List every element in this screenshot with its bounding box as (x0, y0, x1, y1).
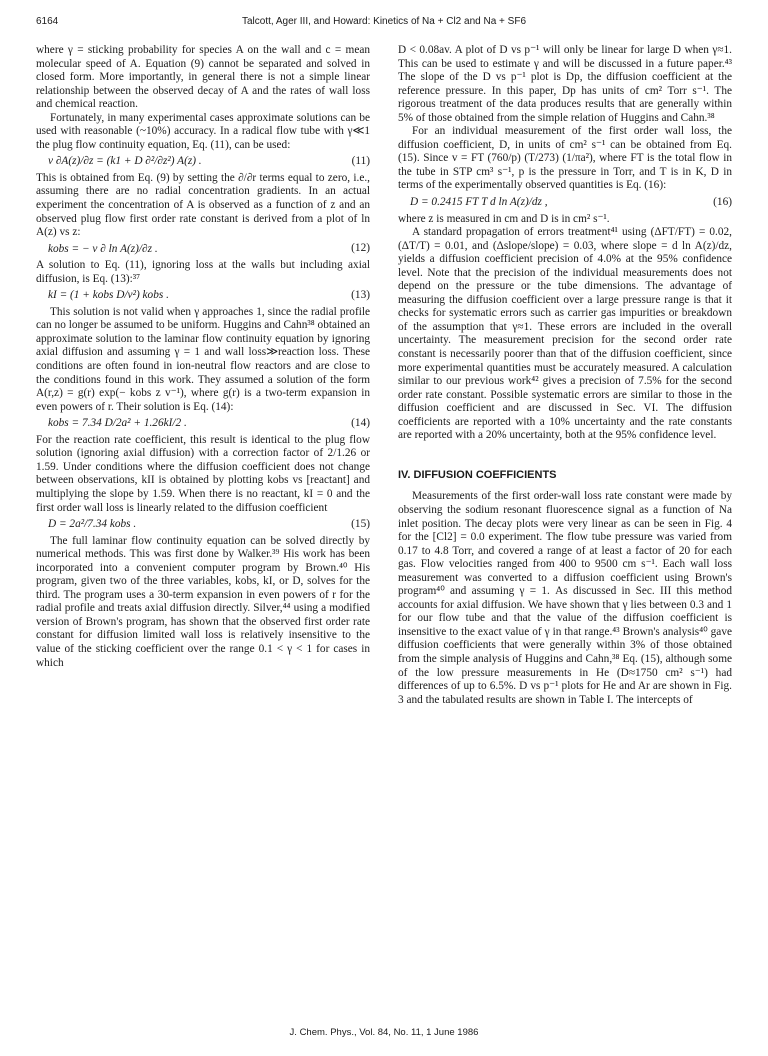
right-column (398, 44, 732, 707)
running-header (36, 16, 732, 30)
equation-number: (12) (351, 242, 370, 255)
paragraph: Fortunately, in many experimental cases approximate solutions can be used with reasonable (~10%) accuracy. In a radical flow tube with γ≪1 the plug flow continuity equation, Eq. (11), can be used: (36, 111, 370, 151)
equation-13 (36, 289, 370, 303)
paragraph: Measurements of the first order-wall loss rate constant were made by observing the sodium resonant fluorescence signal as a function of Na inlet position. The decay plots were very linear as can be seen in Fig. 4 for the [Cl2] = 0.0 experiment. The flow tube pressure was varied from 0.17 to 4.8 Torr, and covered a range of at least a factor of 20 for each gas. Flow velocities ranged from 400 to 9500 cm s⁻¹. Each wall loss measurement was converted to a diffusion coefficient using Brown's program⁴⁰ and assuming γ = 1. As discussed in Sec. III this method accounts for axial diffusion. We have shown that γ lies between 0.3 and 1 for our flow tube and that the value of the diffusion coefficient is insensitive to the exact value of γ in that range.⁴³ Brown's analysis⁴⁰ gave diffusion coefficients that were generally within 3% of those obtained from the simple analysis of Huggins and Cahn,³⁸ Eq. (15), although some of the low pressure measurements in He (D≈1750 cm² s⁻¹) had differences of up to 6.5%. D vs p⁻¹ plots for He and Ar are shown in Fig. 3 and the tabulated results are shown in Table I. The intercepts of (398, 490, 732, 706)
equation-number: (11) (351, 155, 370, 168)
left-column (36, 44, 370, 670)
paragraph: D < 0.08av. A plot of D vs p⁻¹ will only be linear for large D when γ≈1. This can be used to estimate γ and will be discussed in a future paper.⁴³ The slope of the D vs p⁻¹ plot is Dp, the diffusion coefficient at the reference pressure. In this paper, Dp has units of cm² Torr s⁻¹. The rigorous treatment of the data produces results that are generally within 5% of those obtained from the simple relation of Huggins and Cahn.³⁸ (398, 44, 732, 124)
equation-body: kobs = − v ∂ ln A(z)/∂z . (48, 242, 158, 255)
equation-number: (14) (351, 417, 370, 430)
equation-15 (36, 518, 370, 532)
equation-body: D = 2a²/7.34 kobs . (48, 518, 137, 531)
section-heading: IV. DIFFUSION COEFFICIENTS (398, 468, 557, 481)
running-title: Talcott, Ager III, and Howard: Kinetics of Na + Cl2 and Na + SF6 (241, 16, 527, 27)
paragraph: where γ = sticking probability for species A on the wall and c = mean molecular speed of A. Equation (9) cannot be separated and solved in closed form. More importantly, in general there is not a simple linear relationship between the observed decay of A and the rates of wall loss and chemical reaction. (36, 44, 370, 111)
equation-body: kobs = 7.34 D/2a² + 1.26kI/2 . (48, 417, 187, 430)
page-number: 6164 (36, 16, 59, 27)
equation-body: v ∂A(z)/∂z = (k1 + D ∂²/∂z²) A(z) . (48, 155, 202, 168)
paragraph: A standard propagation of errors treatment⁴¹ using (ΔFT/FT) = 0.02, (ΔT/T) = 0.01, and (Δslope/slope) = 0.03, where slope = d ln A(z)/dz, yields a diffusion coefficient precision of 4.0% at the 95% confidence level. Note that the precision of the individual measurements does not depend on the pressure or the tube dimensions. The advantage of measuring the diffusion coefficient over a large pressure range is that it checks for systematic errors such as carrier gas impurities or breakdown of the assumption that γ≈1. These errors are included in the overall uncertainty. The measurement precision for the second order rate constant is necessarily poorer than that of the diffusion coefficient, since more experimental quantities must be accurately measured. A calculation similar to our previous work⁴² gives a precision of 7.5% for the second order rate constant. Possible systematic errors are similar to those in the diffusion coefficient and are discussed in Sec. VI. The diffusion coefficients are reported with a 10% uncertainty and the rate constants are reported with a 20% uncertainty, both at the 95% confidence level. (398, 226, 732, 442)
paragraph: This solution is not valid when γ approaches 1, since the radial profile can no longer be assumed to be uniform. Huggins and Cahn³⁸ obtained an approximate solution to the laminar flow continuity equation by ignoring axial diffusion and assuming γ = 1 and wall loss≫reaction loss. These conditions are often found in ion-neutral flow reactors and are close to the conditions found in this work. They assumed a solution of the form A(r,z) = g(r) exp(− kobs z v⁻¹), where g(r) is a two-term expansion in even powers of r. Their solution is Eq. (14): (36, 305, 370, 413)
equation-number: (13) (351, 289, 370, 302)
paragraph: A solution to Eq. (11), ignoring loss at the walls but including axial diffusion, is Eq. (13):³⁷ (36, 259, 370, 285)
equation-16 (398, 196, 732, 210)
paragraph: where z is measured in cm and D is in cm² s⁻¹. (398, 212, 610, 225)
journal-footer: J. Chem. Phys., Vol. 84, No. 11, 1 June 1986 (289, 1027, 479, 1038)
equation-body: kI = (1 + kobs D/v²) kobs . (48, 289, 169, 302)
equation-number: (15) (351, 518, 370, 531)
equation-body: D = 0.2415 FT T d ln A(z)/dz , (410, 196, 548, 209)
equation-12 (36, 243, 370, 257)
paragraph: This is obtained from Eq. (9) by setting the ∂/∂r terms equal to zero, i.e., assuming there are no radial concentration gradients. In an actual experiment the concentration of A is observed as a function of z and an observed plug flow first order rate constant is derived from a plot of ln A(z) vs z: (36, 171, 370, 239)
paragraph: For the reaction rate coefficient, this result is identical to the plug flow solution (ignoring axial diffusion) with a correction factor of 2/1.26 or 1.59. Under conditions where the diffusion coefficient does not change between observations, kII is obtained by plotting kobs vs [reactant] and multiplying the slope by 1.59. When there is no reactant, kI = 0 and the first order wall loss is linearly related to the diffusion coefficient (36, 433, 370, 514)
equation-number: (16) (713, 196, 732, 209)
paragraph: For an individual measurement of the first order wall loss, the diffusion coefficient, D, in units of cm² s⁻¹ can be obtained from Eq. (15). Since v = FT (760/p) (T/273) (1/πa²), where FT is the total flow in the tube in STP cm³ s⁻¹, p is the pressure in Torr, and T is in K, D in terms of the experimentally observed quantities is Eq. (16): (398, 125, 732, 192)
equation-14 (36, 417, 370, 431)
equation-11 (36, 155, 370, 169)
paragraph: The full laminar flow continuity equation can be solved directly by numerical methods. This was first done by Walker.³⁹ His work has been incorporated into a convenient computer program by Brown.⁴⁰ His program, given two of the three variables, kobs, kI, or D, solves for the third. The program uses a 30-term expansion in even powers of r for the radial profile and treats axial diffusion directly. Silver,⁴⁴ using a modified version of Brown's program, has shown that the observed first order rate constant for diffusion limited wall loss is relatively insensitive to the value of the sticking coefficient over the range 0.1 < γ < 1 for cases in which (36, 534, 370, 669)
